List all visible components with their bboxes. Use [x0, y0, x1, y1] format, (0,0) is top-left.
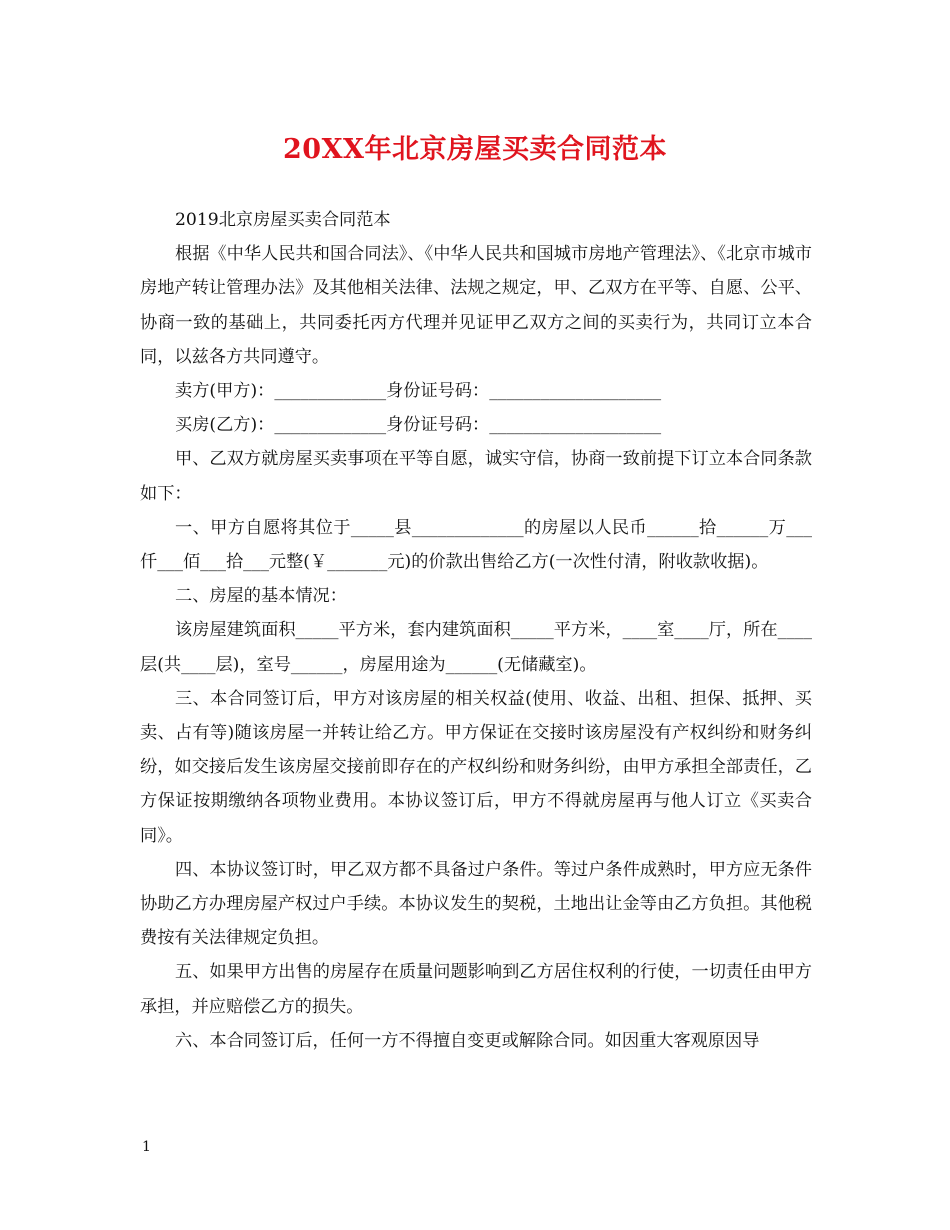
document-title: 20XX年北京房屋买卖合同范本 — [283, 134, 667, 165]
paragraph-preamble: 根据《中华人民共和国合同法》、《中华人民共和国城市房地产管理法》、《北京市城市房地产转让管理办法》及其他相关法律、法规之规定，甲、乙双方在平等、自愿、公平、协商一致的基础上，共同委托丙方代理并见证甲乙双方之间的买卖行为，共同订立本合同，以兹各方共同遵守。 — [140, 244, 812, 367]
paragraph-agreement-intro: 甲、乙双方就房屋买卖事项在平等自愿，诚实守信，协商一致前提下订立本合同条款如下： — [140, 449, 812, 504]
paragraph-subtitle: 2019北京房屋买卖合同范本 — [175, 210, 391, 230]
paragraph-seller: 卖方(甲方)：_____________身份证号码：____________________ — [175, 381, 662, 402]
paragraph-clause-2-details: 该房屋建筑面积_____平方米，套内建筑面积_____平方米，____室____厅，所在____层(共____层)，室号______，房屋用途为______(无储藏室)。 — [140, 620, 812, 675]
document-body — [140, 203, 812, 1058]
paragraph-clause-2-heading: 二、房屋的基本情况： — [175, 586, 347, 607]
paragraph-clause-5: 五、如果甲方出售的房屋存在质量问题影响到乙方居住权利的行使，一切责任由甲方承担，并应赔偿乙方的损失。 — [140, 962, 812, 1017]
page-number: 1 — [142, 1139, 151, 1155]
paragraph-clause-6: 六、本合同签订后，任何一方不得擅自变更或解除合同。如因重大客观原因导 — [175, 1030, 760, 1051]
paragraph-clause-4: 四、本协议签订时，甲乙双方都不具备过户条件。等过户条件成熟时，甲方应无条件协助乙方办理房屋产权过户手续。本协议发生的契税，土地出让金等由乙方负担。其他税费按有关法律规定负担。 — [140, 859, 812, 949]
paragraph-clause-3: 三、本合同签订后，甲方对该房屋的相关权益(使用、收益、出租、担保、抵押、买卖、占有等)随该房屋一并转让给乙方。甲方保证在交接时该房屋没有产权纠纷和财务纠纷，如交接后发生该房屋交接前即存在的产权纠纷和财务纠纷，由甲方承担全部责任，乙方保证按期缴纳各项物业费用。本协议签订后，甲方不得就房屋再与他人订立《买卖合同》。 — [140, 688, 812, 846]
paragraph-clause-1: 一、甲方自愿将其位于_____县_____________的房屋以人民币______拾______万___仟___佰___拾___元整(￥_______元)的价款出售给乙方(一次性付清，附收款收据)。 — [140, 517, 812, 573]
paragraph-buyer: 买房(乙方)：_____________身份证号码：____________________ — [175, 415, 662, 436]
